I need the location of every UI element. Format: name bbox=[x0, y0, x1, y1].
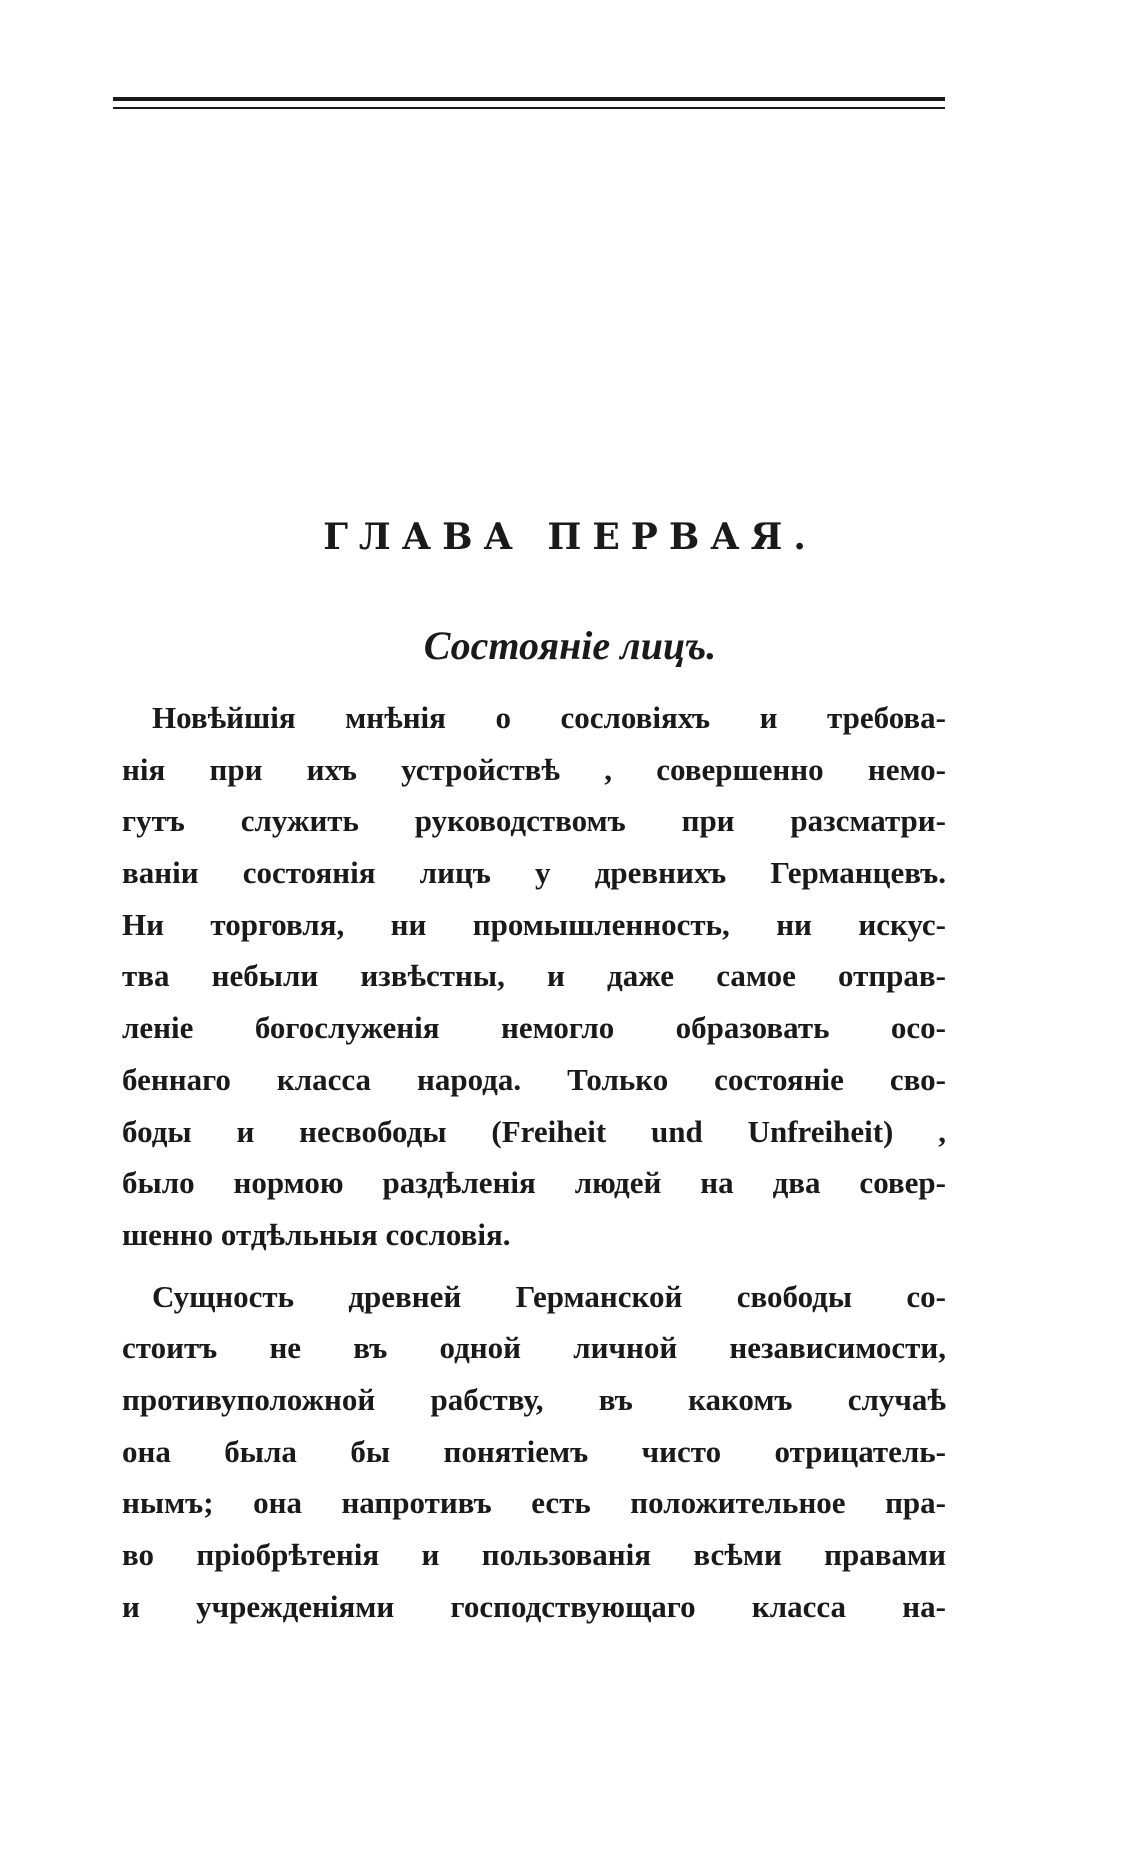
text-line: ленiе богослуженiя немогло образовать осо- bbox=[122, 1010, 946, 1046]
section-title: Состоянiе лицъ. bbox=[423, 623, 717, 668]
text-line: она была бы понятiемъ чисто отрицатель- bbox=[122, 1433, 946, 1469]
paragraph-gap bbox=[122, 1261, 946, 1271]
text-line: боды и несвободы (Freiheit und Unfreiheit) , bbox=[122, 1113, 946, 1149]
text-line: противуположной рабству, въ какомъ случаѣ bbox=[122, 1381, 946, 1417]
text-line: и учрежденiями господствующаго класса на- bbox=[122, 1588, 946, 1624]
text-line: стоитъ не въ одной личной независимости, bbox=[122, 1330, 946, 1366]
text-line: гутъ служить руководствомъ при разсматри- bbox=[122, 803, 946, 839]
header-rule-thin bbox=[113, 107, 945, 109]
header-double-rule bbox=[113, 97, 945, 113]
text-line: во прiобрѣтенiя и пользованiя всѣми правами bbox=[122, 1537, 946, 1572]
text-line: нiя при ихъ устройствѣ , совершенно немо- bbox=[122, 751, 946, 787]
text-line: Ни торговля, ни промышленность, ни искус- bbox=[122, 906, 946, 942]
text-line: ванiи состоянiя лицъ у древнихъ Германцевъ. bbox=[122, 855, 946, 891]
text-line: нымъ; она напротивъ есть положительное пра- bbox=[122, 1485, 946, 1521]
text-line: шенно отдѣльныя сословiя. bbox=[122, 1216, 511, 1252]
text-line: Сущность древней Германской свободы со- bbox=[152, 1278, 946, 1314]
text-line: тва небыли извѣстны, и даже самое отправ- bbox=[122, 958, 946, 994]
text-line: беннаго класса народа. Только состоянiе сво- bbox=[122, 1061, 946, 1097]
body-text bbox=[122, 692, 946, 1632]
header-rule-thick bbox=[113, 97, 945, 101]
chapter-title: ГЛАВА ПЕРВАЯ. bbox=[323, 516, 817, 558]
text-line: было нормою раздѣленiя людей на два совер- bbox=[122, 1165, 946, 1201]
text-line: Новѣйшiя мнѣнiя о сословiяхъ и требова- bbox=[152, 700, 946, 735]
